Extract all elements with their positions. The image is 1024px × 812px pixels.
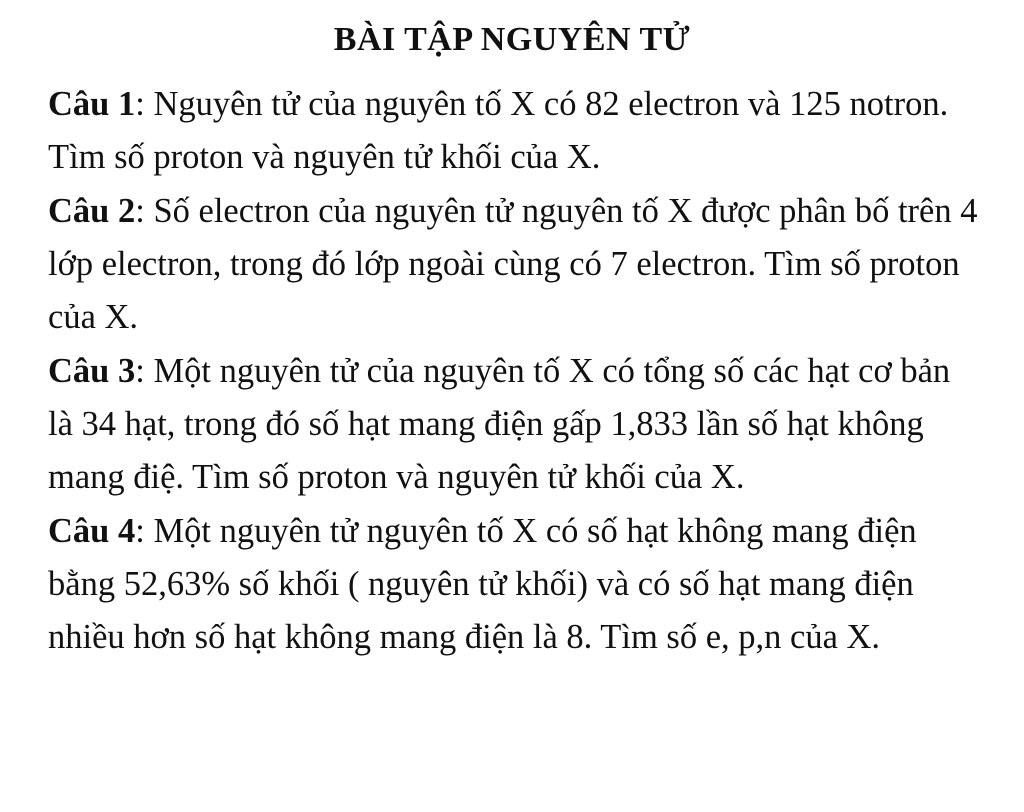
question-3-label: Câu 3 bbox=[48, 352, 136, 390]
question-list bbox=[48, 78, 983, 665]
question-1-label: Câu 1 bbox=[48, 85, 136, 123]
question-3 bbox=[48, 345, 983, 504]
question-4-label: Câu 4 bbox=[48, 512, 136, 550]
question-1 bbox=[48, 78, 983, 184]
page-title: BÀI TẬP NGUYÊN TỬ bbox=[333, 21, 691, 58]
question-3-text: : Một nguyên tử của nguyên tố X có tổng số các hạt cơ bản là 34 hạt, trong đó số hạt mang điện gấp 1,833 lần số hạt không mang điệ. Tìm số proton và nguyên tử khối của X. bbox=[48, 352, 951, 496]
question-4-text: : Một nguyên tử nguyên tố X có số hạt không mang điện bằng 52,63% số khối ( nguyên tử khối) và có số hạt mang điện nhiều hơn số hạt không mang điện là 8. Tìm số e, p,n của X. bbox=[48, 512, 917, 656]
question-1-text: : Nguyên tử của nguyên tố X có 82 electron và 125 notron. Tìm số proton và nguyên tử khối của X. bbox=[48, 85, 949, 176]
question-2-label: Câu 2 bbox=[48, 192, 136, 230]
question-2-text: : Số electron của nguyên tử nguyên tố X được phân bố trên 4 lớp electron, trong đó lớp ngoài cùng có 7 electron. Tìm số proton của X. bbox=[48, 192, 978, 336]
question-4 bbox=[48, 505, 983, 664]
question-2 bbox=[48, 185, 983, 344]
